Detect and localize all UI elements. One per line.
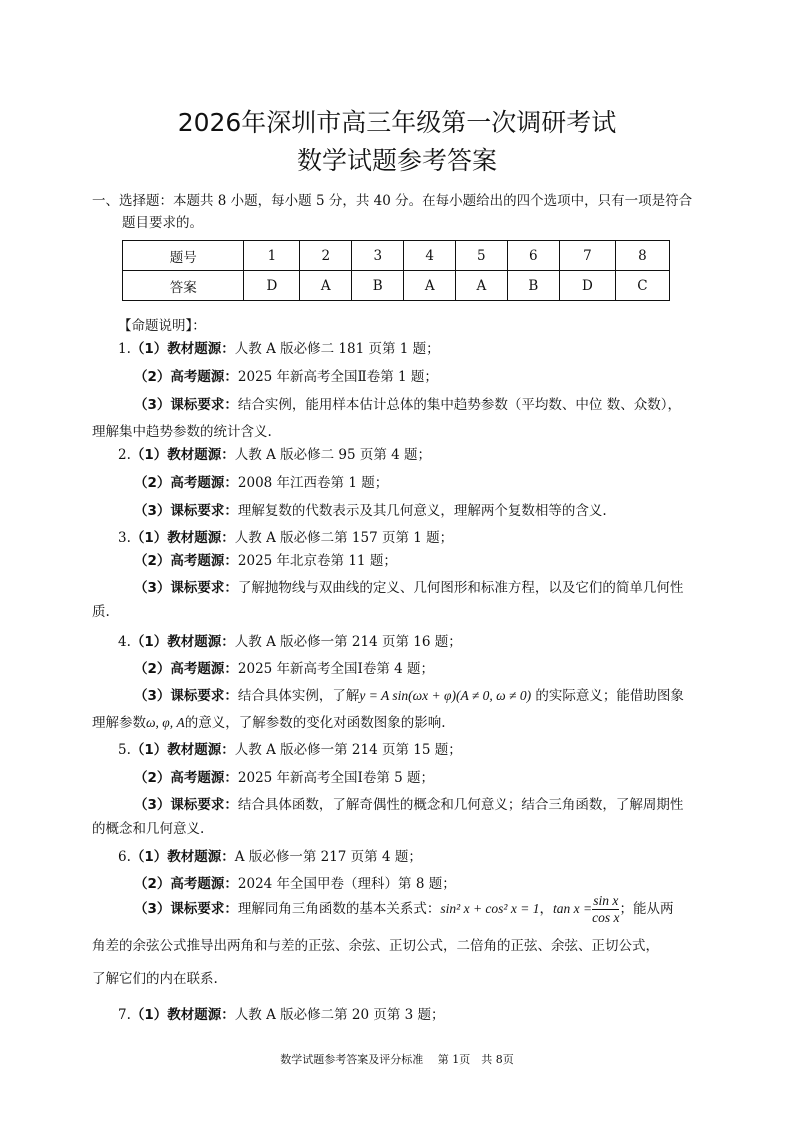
text: 人教 A 版必修一第 214 页第 15 题； bbox=[234, 742, 462, 758]
table-cell: 5 bbox=[456, 241, 508, 271]
label: （1）教材题源： bbox=[130, 1007, 235, 1023]
label: （3）课标要求： bbox=[134, 797, 238, 813]
label: （2）高考题源： bbox=[134, 475, 238, 491]
fraction bbox=[592, 893, 619, 926]
text: ， bbox=[539, 901, 553, 917]
text: 结合实例，能用样本估计总体的集中趋势参数（平均数、中位 数、众数）， bbox=[237, 397, 681, 413]
item-number: 6. bbox=[118, 849, 131, 865]
item-6-line-3-cont: 角差的余弦公式推导出两角和与差的正弦、余弦、正切公式，二倍角的正弦、余弦、正切公式， bbox=[92, 938, 659, 954]
table-cell: D bbox=[244, 271, 300, 301]
section-instruction: 一、选择题：本题共 8 小题，每小题 5 分，共 40 分。在每小题给出的四个选项中，只有一项是符合 bbox=[92, 193, 693, 209]
text: 的意义，了解参数的变化对函数图象的影响. bbox=[184, 715, 446, 731]
table-cell: 7 bbox=[559, 241, 615, 271]
text: A 版必修一第 217 页第 4 题； bbox=[234, 849, 422, 865]
table-cell: 3 bbox=[352, 241, 404, 271]
table-cell: 4 bbox=[404, 241, 456, 271]
label: （1）教材题源： bbox=[130, 634, 235, 650]
table-cell: A bbox=[404, 271, 456, 301]
label: （3）课标要求： bbox=[134, 503, 238, 519]
title-line-1: 2026年深圳市高三年级第一次调研考试 bbox=[177, 108, 617, 137]
item-5-line-3 bbox=[134, 793, 683, 813]
item-3-line-2 bbox=[134, 549, 397, 569]
math-formula: y = A sin(ωx + φ)(A ≠ 0, ω ≠ 0) bbox=[359, 688, 532, 703]
item-1-line-2 bbox=[134, 365, 438, 385]
item-number: 7. bbox=[118, 1007, 131, 1023]
label: （3）课标要求： bbox=[134, 901, 238, 917]
item-1-line-3-cont: 理解集中趋势参数的统计含义. bbox=[92, 424, 272, 440]
label: （2）高考题源： bbox=[134, 876, 238, 892]
text: 人教 A 版必修二 95 页第 4 题； bbox=[234, 447, 432, 463]
item-6-line-3-cont2: 了解它们的内在联系. bbox=[92, 971, 218, 987]
label: （3）课标要求： bbox=[134, 688, 238, 704]
item-2-line-3 bbox=[134, 499, 607, 519]
text: 人教 A 版必修二第 20 页第 3 题； bbox=[234, 1007, 445, 1023]
label: （3）课标要求： bbox=[134, 397, 238, 413]
label: （2）高考题源： bbox=[134, 661, 238, 677]
table-cell: A bbox=[456, 271, 508, 301]
label: （1）教材题源： bbox=[130, 447, 235, 463]
item-number: 3. bbox=[118, 530, 131, 546]
text: 结合具体实例，了解 bbox=[237, 688, 360, 704]
answer-table bbox=[122, 240, 670, 301]
text: 理解参数 bbox=[92, 715, 146, 731]
label: （2）高考题源： bbox=[134, 553, 238, 569]
label: （2）高考题源： bbox=[134, 369, 238, 385]
text: 2024 年全国甲卷（理科）第 8 题； bbox=[237, 876, 456, 892]
label: （1）教材题源： bbox=[130, 341, 235, 357]
text: 2008 年江西卷第 1 题； bbox=[237, 475, 389, 491]
math-formula: ω, φ, A bbox=[146, 715, 185, 730]
item-7-line-1 bbox=[118, 1003, 445, 1023]
item-number: 2. bbox=[118, 447, 131, 463]
text: 2025 年北京卷第 11 题； bbox=[237, 553, 397, 569]
item-5-line-2 bbox=[134, 766, 434, 786]
text: 2025 年新高考全国Ⅰ卷第 4 题； bbox=[237, 661, 435, 677]
label: （1）教材题源： bbox=[130, 742, 235, 758]
text: 人教 A 版必修二第 157 页第 1 题； bbox=[234, 530, 454, 546]
text: 理解复数的代数表示及其几何意义，理解两个复数相等的含义. bbox=[237, 503, 607, 519]
item-number: 4. bbox=[118, 634, 131, 650]
table-row-answers bbox=[123, 271, 670, 301]
table-cell: 2 bbox=[300, 241, 352, 271]
text: 2025 年新高考全国Ⅰ卷第 5 题； bbox=[237, 770, 435, 786]
item-4-line-3 bbox=[134, 684, 684, 704]
item-3-line-3-cont: 质. bbox=[92, 604, 110, 620]
item-number: 1. bbox=[118, 341, 131, 357]
text: 人教 A 版必修二 181 页第 1 题； bbox=[234, 341, 440, 357]
table-cell: A bbox=[300, 271, 352, 301]
item-3-line-3 bbox=[134, 576, 683, 596]
text: ；能从两 bbox=[619, 901, 674, 917]
item-1-line-3 bbox=[134, 393, 681, 413]
table-cell: B bbox=[507, 271, 559, 301]
item-5-line-1 bbox=[118, 738, 462, 758]
table-cell: B bbox=[352, 271, 404, 301]
text: 了解抛物线与双曲线的定义、几何图形和标准方程，以及它们的简单几何性 bbox=[237, 580, 684, 596]
item-6-line-3 bbox=[134, 893, 673, 926]
table-cell: 8 bbox=[615, 241, 669, 271]
item-5-line-3-cont: 的概念和几何意义. bbox=[92, 821, 205, 837]
table-cell: 6 bbox=[507, 241, 559, 271]
fraction-denominator: cos x bbox=[592, 910, 620, 925]
item-6-line-1 bbox=[118, 845, 422, 865]
text: 人教 A 版必修一第 214 页第 16 题； bbox=[234, 634, 462, 650]
item-1-line-1 bbox=[118, 337, 440, 357]
text: 理解同角三角函数的基本关系式： bbox=[237, 901, 441, 917]
header-cell: 题号 bbox=[123, 241, 244, 271]
text: 2025 年新高考全国Ⅱ卷第 1 题； bbox=[237, 369, 438, 385]
label: （2）高考题源： bbox=[134, 770, 238, 786]
header-cell: 答案 bbox=[123, 271, 244, 301]
table-cell: D bbox=[559, 271, 615, 301]
item-3-line-1 bbox=[118, 526, 453, 546]
math-formula: tan x = bbox=[552, 901, 593, 916]
item-4-line-3-cont bbox=[92, 711, 446, 731]
label: （1）教材题源： bbox=[130, 530, 235, 546]
page-footer: 数学试题参考答案及评分标准 第 1页 共 8页 bbox=[280, 1053, 514, 1066]
title-line-2: 数学试题参考答案 bbox=[296, 146, 497, 175]
table-row-numbers bbox=[123, 241, 670, 271]
label: （3）课标要求： bbox=[134, 580, 238, 596]
item-number: 5. bbox=[118, 742, 131, 758]
item-2-line-2 bbox=[134, 471, 388, 491]
table-cell: 1 bbox=[244, 241, 300, 271]
item-4-line-2 bbox=[134, 657, 434, 677]
table-cell: C bbox=[615, 271, 669, 301]
section-instruction-cont: 题目要求的。 bbox=[122, 215, 203, 231]
label: （1）教材题源： bbox=[130, 849, 235, 865]
fraction-numerator: sin x bbox=[593, 893, 619, 908]
item-4-line-1 bbox=[118, 630, 462, 650]
text: 结合具体函数，了解奇偶性的概念和几何意义；结合三角函数，了解周期性 bbox=[237, 797, 684, 813]
text: 的实际意义；能借助图象 bbox=[531, 688, 684, 704]
math-formula: sin² x + cos² x = 1 bbox=[440, 901, 540, 916]
item-2-line-1 bbox=[118, 443, 431, 463]
item-6-line-2 bbox=[134, 872, 456, 892]
notes-heading: 【命题说明】： bbox=[118, 318, 206, 334]
